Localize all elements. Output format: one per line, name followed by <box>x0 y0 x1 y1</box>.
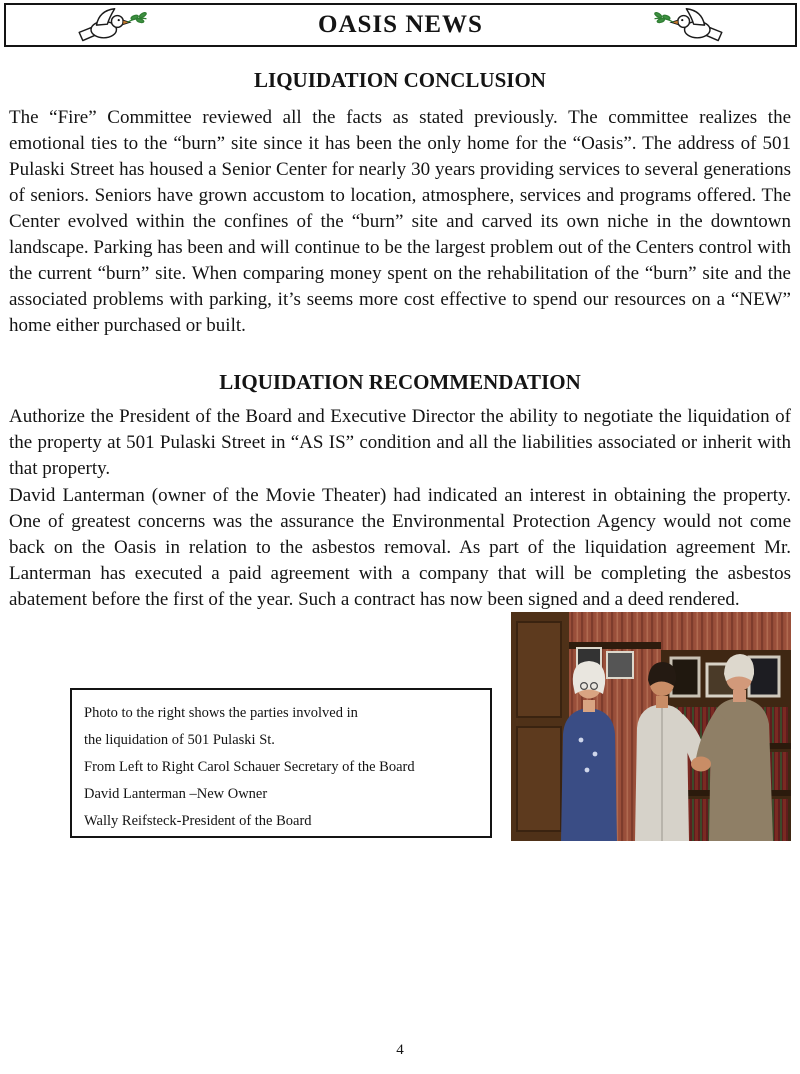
newsletter-title: OASIS NEWS <box>318 11 483 38</box>
caption-line: Photo to the right shows the parties involved in <box>84 705 358 721</box>
paragraph-recommendation-1: Authorize the President of the Board and Executive Director the ability to negotiate the liquidation of the property at 501 Pulaski Street in “AS IS” condition and all the liabilities associated or inherit with that property. <box>9 406 791 479</box>
paragraph-recommendation-2: David Lanterman (owner of the Movie Theater) had indicated an interest in obtaining the property. One of greatest concerns was the assurance the Environmental Protection Agency would not come back on the Oasis in relation to the asbestos removal. As part of the liquidation agreement Mr. Lanterman has executed a paid agreement with a company that will be completing the asbestos abatement before the first of the year. Such a contract has now been signed and a deed rendered. <box>9 485 791 610</box>
caption-line: the liquidation of 501 Pulaski St. <box>84 732 275 748</box>
page-number: 4 <box>396 1042 404 1058</box>
dove-olive-branch-icon <box>649 6 731 46</box>
section-heading-liquidation-recommendation: LIQUIDATION RECOMMENDATION <box>219 370 581 394</box>
caption-line: Wally Reifsteck-President of the Board <box>84 813 312 829</box>
photo-caption-box <box>70 688 492 838</box>
caption-line: From Left to Right Carol Schauer Secretary of the Board <box>84 759 415 775</box>
dove-olive-branch-icon <box>70 6 152 46</box>
section-heading-liquidation-conclusion: LIQUIDATION CONCLUSION <box>254 68 546 92</box>
parties-handshake-photo <box>511 612 791 841</box>
masthead <box>4 3 797 47</box>
caption-line: David Lanterman –New Owner <box>84 786 268 802</box>
paragraph-conclusion: The “Fire” Committee reviewed all the facts as stated previously. The committee realizes the emotional ties to the “burn” site since it has been the only home for the “Oasis”. The address of 501 Pulaski Street has housed a Senior Center for nearly 30 years providing services to several generations of seniors. Seniors have grown accustom to location, atmosphere, services and programs offered. The Center evolved within the confines of the “burn” site and carved its own niche in the downtown landscape. Parking has been and will continue to be the largest problem out of the Centers control with the current “burn” site. When comparing money spent on the rehabilitation of the “burn” site and the associated problems with parking, it’s seems more cost effective to spend our resources on a “NEW” home either purchased or built. <box>9 107 791 336</box>
